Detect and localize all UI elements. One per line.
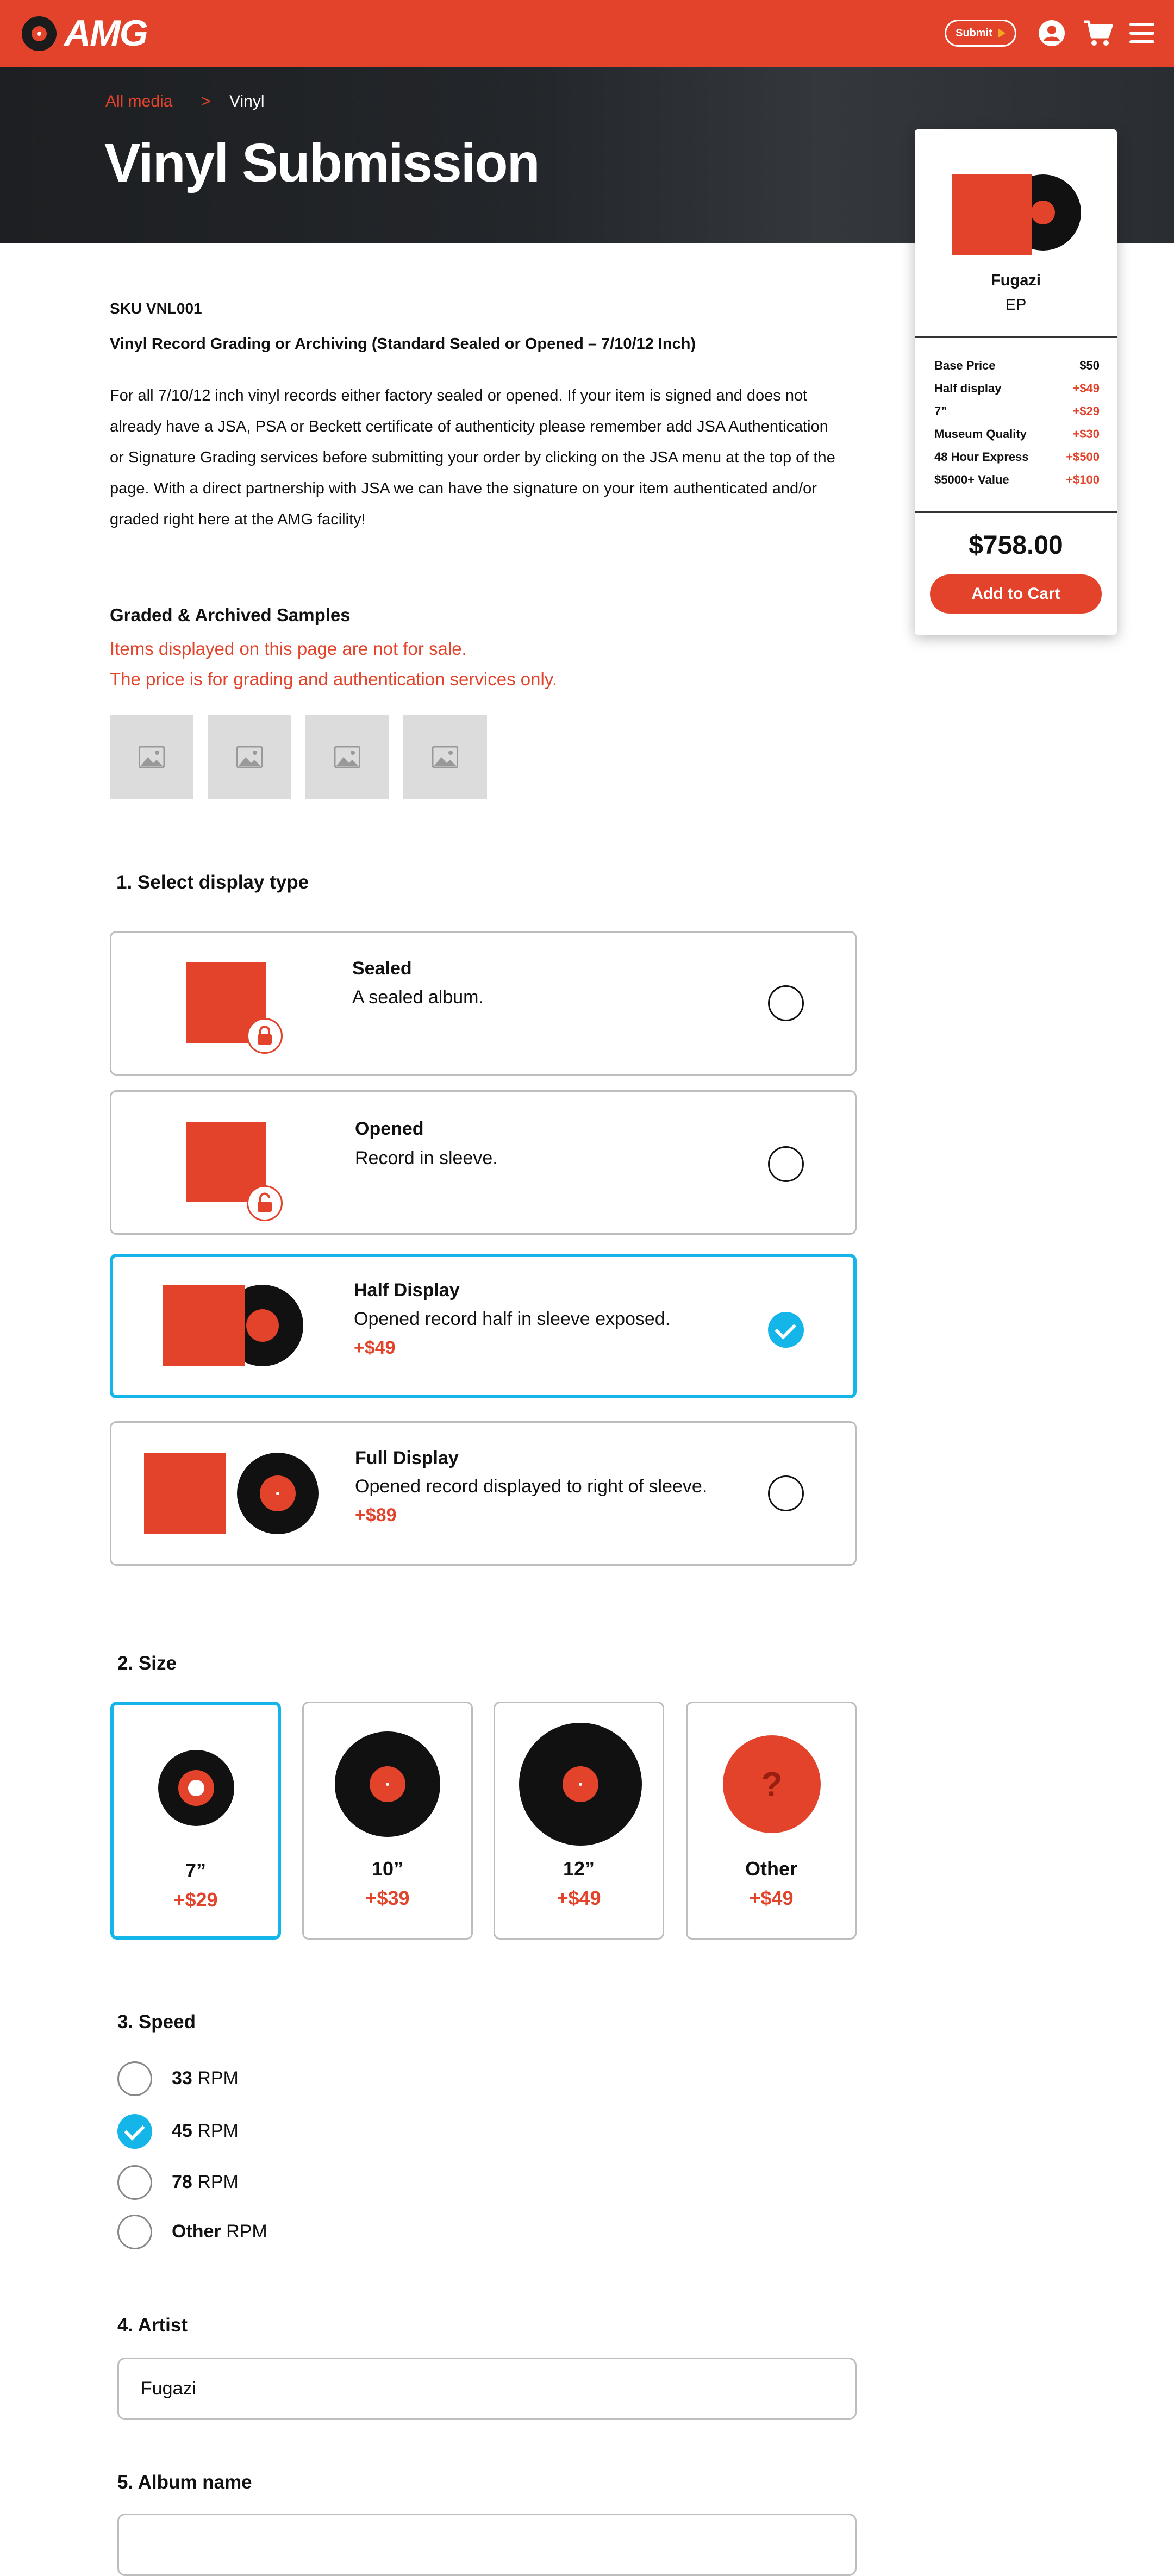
option-description: A sealed album.	[352, 987, 484, 1008]
size-label: 10”	[371, 1858, 404, 1880]
image-placeholder-icon	[236, 746, 263, 768]
top-nav-bar	[0, 0, 1174, 67]
submit-button[interactable]	[945, 20, 1016, 47]
size-price: +$49	[749, 1887, 794, 1909]
image-placeholder-icon	[432, 746, 458, 768]
service-description: For all 7/10/12 inch vinyl records either factory sealed or opened. If your item is signed and does not already have a JSA, PSA or Beckett certificate of authenticity please remember add JSA Authentication or Signature Grading services before submitting your order by clicking on the JSA menu at the top of the page. With a direct partnership with JSA we can have the signature on your item authenticated and/or graded right here at the AMG facility!	[110, 387, 835, 528]
summary-line: Base Price $50	[934, 359, 1100, 372]
option-title: Opened	[355, 1118, 424, 1139]
size-option-10in[interactable]	[302, 1702, 473, 1940]
submit-button-label: Submit	[956, 27, 992, 39]
vinyl-record-icon	[158, 1750, 234, 1826]
page-title: Vinyl Submission	[104, 133, 539, 193]
speed-radio-78[interactable]	[117, 2165, 152, 2200]
sample-thumbnail[interactable]	[305, 715, 389, 799]
album-name-heading: 5. Album name	[117, 2472, 252, 2493]
summary-divider	[915, 511, 1117, 513]
artist-input[interactable]	[117, 2358, 857, 2420]
sample-thumbnail[interactable]	[110, 715, 193, 799]
speed-radio-other[interactable]	[117, 2215, 152, 2249]
size-price: +$49	[557, 1887, 601, 1909]
option-description: Record in sleeve.	[355, 1148, 498, 1168]
option-price: +$89	[355, 1505, 397, 1525]
vinyl-record-icon	[237, 1453, 319, 1534]
display-type-heading: 1. Select display type	[116, 872, 309, 893]
summary-line: 7” +$29	[934, 404, 1100, 418]
option-radio-checked[interactable]	[768, 1312, 804, 1348]
speed-radio-45-checked[interactable]	[117, 2114, 152, 2149]
not-for-sale-notice: Items displayed on this page are not for sale.	[110, 639, 467, 659]
summary-line: 48 Hour Express +$500	[934, 450, 1100, 464]
speed-radio-33[interactable]	[117, 2061, 152, 2096]
summary-line: $5000+ Value +$100	[934, 473, 1100, 486]
breadcrumb-current: Vinyl	[229, 92, 265, 110]
size-label: 12”	[563, 1858, 595, 1880]
summary-subtitle: EP	[1005, 296, 1027, 314]
question-mark-icon: ?	[723, 1735, 821, 1833]
option-title: Sealed	[352, 958, 412, 979]
size-price: +$29	[173, 1889, 218, 1911]
size-price: +$39	[365, 1887, 410, 1909]
size-option-7in[interactable]	[110, 1702, 281, 1940]
summary-sleeve-art	[952, 174, 1032, 255]
option-radio[interactable]	[768, 1475, 804, 1511]
size-label: Other	[745, 1858, 797, 1880]
artist-heading: 4. Artist	[117, 2315, 188, 2336]
sku-label: SKU VNL001	[110, 300, 202, 317]
service-title: Vinyl Record Grading or Archiving (Standard Sealed or Opened – 7/10/12 Inch)	[110, 335, 696, 353]
size-option-12in[interactable]	[494, 1702, 664, 1940]
option-price: +$49	[354, 1337, 396, 1358]
option-title: Full Display	[355, 1448, 459, 1468]
summary-line: Museum Quality +$30	[934, 427, 1100, 441]
sample-thumbnail[interactable]	[403, 715, 487, 799]
logo-text[interactable]: AMG	[64, 12, 147, 54]
display-option-half-display[interactable]	[110, 1254, 857, 1398]
display-option-full-display[interactable]	[110, 1421, 857, 1566]
play-icon	[998, 28, 1006, 38]
option-description: Opened record half in sleeve exposed.	[354, 1309, 671, 1329]
lock-icon	[247, 1018, 283, 1054]
size-option-other[interactable]	[686, 1702, 857, 1940]
pricing-notice: The price is for grading and authentication services only.	[110, 669, 558, 689]
size-heading: 2. Size	[117, 1653, 177, 1674]
size-label: 7”	[185, 1859, 207, 1881]
image-placeholder-icon	[334, 746, 360, 768]
user-icon[interactable]	[1038, 20, 1065, 47]
sleeve-icon	[163, 1285, 245, 1366]
option-radio[interactable]	[768, 1146, 804, 1182]
unlock-icon	[247, 1185, 283, 1221]
speed-label-other[interactable]: Other RPM	[172, 2221, 267, 2242]
breadcrumb-all-media[interactable]: All media	[105, 92, 173, 110]
image-placeholder-icon	[139, 746, 165, 768]
option-radio[interactable]	[768, 985, 804, 1021]
speed-label-33[interactable]: 33 RPM	[172, 2068, 239, 2089]
speed-heading: 3. Speed	[117, 2011, 196, 2033]
cart-icon[interactable]	[1083, 20, 1113, 47]
summary-line: Half display +$49	[934, 382, 1100, 395]
summary-total: $758.00	[969, 531, 1063, 560]
vinyl-record-icon	[335, 1731, 440, 1837]
vinyl-record-icon	[519, 1723, 642, 1846]
logo-record-icon[interactable]	[22, 16, 57, 51]
menu-icon[interactable]	[1129, 22, 1154, 45]
summary-title: Fugazi	[991, 272, 1041, 289]
speed-label-45[interactable]: 45 RPM	[172, 2121, 239, 2141]
samples-title: Graded & Archived Samples	[110, 605, 351, 625]
display-option-opened[interactable]	[110, 1090, 857, 1235]
display-option-sealed[interactable]	[110, 931, 857, 1076]
sleeve-icon	[144, 1453, 226, 1534]
sample-thumbnail[interactable]	[208, 715, 291, 799]
summary-divider	[915, 336, 1117, 338]
option-description: Opened record displayed to right of sleeve.	[355, 1476, 708, 1497]
album-name-input[interactable]	[117, 2514, 857, 2576]
option-title: Half Display	[354, 1280, 460, 1300]
add-to-cart-button[interactable]: Add to Cart	[930, 574, 1102, 614]
order-summary-panel	[915, 129, 1117, 635]
speed-label-78[interactable]: 78 RPM	[172, 2172, 239, 2192]
breadcrumb-chevron-icon: >	[201, 92, 211, 110]
